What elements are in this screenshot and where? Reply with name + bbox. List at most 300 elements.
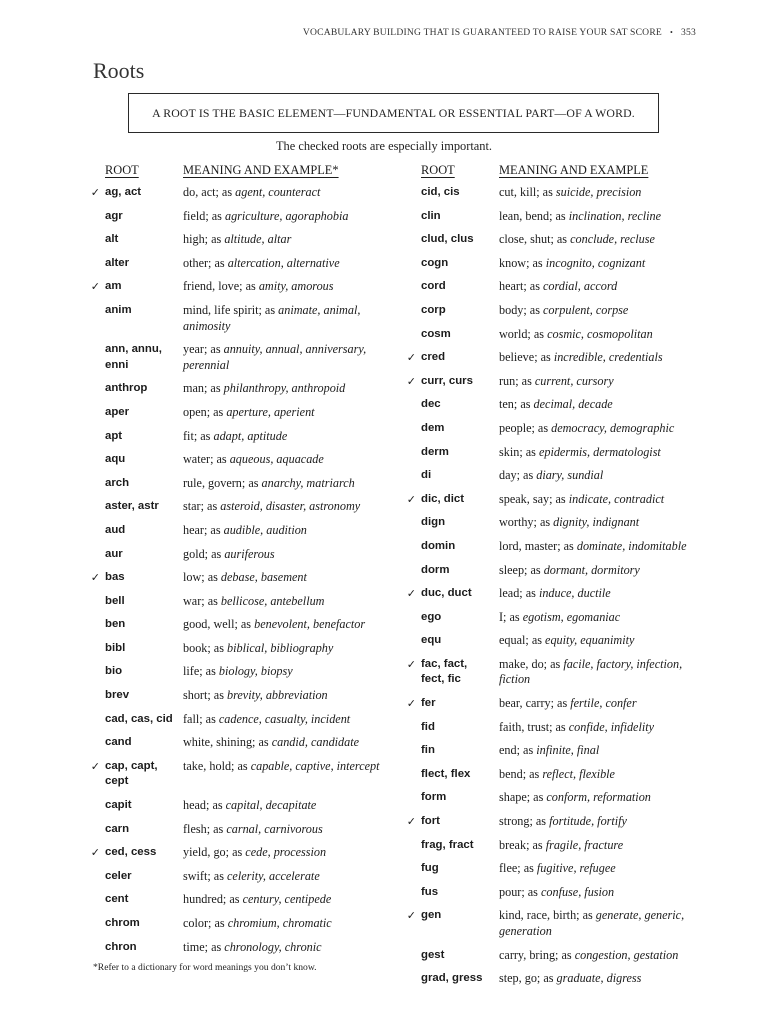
root-meaning: [499, 743, 704, 759]
root-entry: [404, 814, 704, 830]
root-meaning: [499, 303, 704, 319]
root-entry: [404, 743, 704, 759]
example-words: cordial, accord: [543, 279, 618, 294]
checkmark-icon: [88, 594, 103, 610]
example-words: cadence, casualty, incident: [218, 711, 351, 726]
example-words: aperture, aperient: [226, 404, 315, 419]
root-entry: [88, 405, 388, 421]
root-meaning: [499, 256, 704, 272]
root-meaning: [183, 547, 388, 563]
root-entry: [404, 421, 704, 437]
example-words: indicate, contradict: [568, 491, 665, 506]
root-term: bell: [105, 594, 125, 607]
meaning-text: head; as: [183, 798, 226, 813]
root-term: carn: [105, 822, 130, 835]
root-entry: [404, 515, 704, 531]
example-words: suicide, precision: [555, 185, 642, 199]
root-meaning: [183, 279, 388, 295]
example-words: biblical, bibliography: [227, 640, 334, 655]
meaning-text: open; as: [183, 404, 227, 419]
example-words: infinite, final: [536, 743, 600, 758]
meaning-text: carry, bring; as: [499, 947, 575, 962]
meaning-text: white, shining; as: [183, 735, 272, 750]
meaning-text: short; as: [183, 688, 228, 703]
root-term: flect, flex: [421, 767, 471, 780]
meaning-text: do, act; as: [183, 185, 236, 199]
root-meaning: [499, 586, 704, 602]
meaning-text: time; as: [183, 939, 225, 954]
root-meaning: [499, 633, 704, 649]
example-words: facile, factory, infection, fiction: [499, 656, 683, 687]
root-term: dorm: [421, 563, 450, 576]
meaning-text: world; as: [499, 326, 548, 341]
meaning-text: hear; as: [183, 522, 224, 537]
checkmark-icon: ✓: [406, 697, 416, 711]
root-term: celer: [105, 869, 132, 882]
meaning-text: cut, kill; as: [499, 185, 556, 199]
root-meaning: [183, 641, 388, 657]
root-entry: [404, 327, 704, 343]
root-entry: [88, 916, 388, 932]
meaning-text: flee; as: [499, 861, 537, 876]
root-meaning: [183, 405, 388, 421]
root-term: anim: [105, 303, 132, 316]
root-term: gen: [421, 909, 442, 922]
root-meaning: [499, 327, 704, 343]
checkmark-icon: [404, 948, 419, 964]
checkmark-icon: [404, 327, 419, 343]
meaning-text: bend; as: [499, 766, 543, 781]
right-roots-column: [404, 163, 704, 995]
meaning-text: flesh; as: [183, 821, 227, 836]
meaning-text: color; as: [183, 916, 228, 930]
checkmark-icon: [88, 822, 103, 838]
example-words: fugitive, refugee: [536, 861, 616, 876]
root-meaning: [183, 381, 388, 397]
example-words: agent, counteract: [235, 185, 321, 199]
checkmark-icon: [404, 971, 419, 987]
root-term: dec: [421, 398, 441, 411]
meaning-text: run; as: [499, 373, 535, 388]
root-entry: [88, 641, 388, 657]
example-words: dormant, dormitory: [543, 562, 640, 577]
root-term: cord: [421, 280, 446, 293]
checkmark-icon: [404, 445, 419, 461]
root-meaning: [499, 814, 704, 830]
checkmark-icon: [88, 617, 103, 633]
root-meaning: [499, 421, 704, 437]
example-words: cosmic, cosmopolitan: [547, 326, 653, 341]
checkmark-icon: [88, 381, 103, 397]
checkmark-icon: [404, 185, 419, 201]
meaning-text: make, do; as: [499, 656, 564, 671]
root-meaning: [499, 492, 704, 508]
meaning-text: gold; as: [183, 546, 225, 561]
root-entry: [404, 885, 704, 901]
meaning-text: rule, govern; as: [183, 475, 262, 490]
example-words: biology, biopsy: [218, 664, 293, 679]
root-meaning: [499, 374, 704, 390]
root-entry: [88, 822, 388, 838]
checkmark-icon: ✓: [406, 492, 416, 506]
root-meaning: [499, 397, 704, 413]
left-column-header: [88, 163, 388, 185]
root-meaning: [499, 445, 704, 461]
root-entry: [88, 798, 388, 814]
root-term: clud, clus: [421, 233, 474, 246]
meaning-text: star; as: [183, 499, 221, 514]
meaning-text: low; as: [183, 570, 221, 585]
root-meaning: [183, 822, 388, 838]
root-entry: [88, 279, 388, 295]
meaning-text: day; as: [499, 468, 537, 483]
right-roots-list: [404, 185, 704, 987]
root-term: bio: [105, 665, 123, 678]
root-meaning: [499, 838, 704, 854]
meaning-text: kind, race, birth; as: [499, 908, 596, 923]
root-entry: [404, 397, 704, 413]
root-term: equ: [421, 634, 442, 647]
example-words: adapt, aptitude: [213, 428, 288, 443]
example-words: amity, amorous: [258, 279, 334, 294]
root-meaning: [183, 916, 388, 932]
example-words: inclination, recline: [568, 208, 662, 223]
root-term: agr: [105, 209, 123, 222]
right-column-header: [404, 163, 704, 185]
example-words: incredible, credentials: [553, 350, 663, 365]
root-term: alt: [105, 233, 119, 246]
meaning-text: friend, love; as: [183, 279, 259, 294]
example-words: dominate, indomitable: [576, 538, 687, 553]
root-term: cosm: [421, 327, 451, 340]
root-entry: [88, 523, 388, 539]
example-words: fertile, confer: [570, 696, 637, 711]
meaning-text: field; as: [183, 208, 225, 223]
checkmark-icon: [404, 539, 419, 555]
root-entry: [88, 547, 388, 563]
root-term: ag, act: [105, 186, 142, 198]
example-words: confuse, fusion: [540, 884, 615, 899]
root-term: aqu: [105, 453, 126, 466]
meaning-text: strong; as: [499, 814, 550, 829]
example-words: bellicose, antebellum: [220, 593, 325, 608]
checkmark-icon: [88, 303, 103, 334]
root-term: aur: [105, 547, 123, 560]
root-meaning: [499, 948, 704, 964]
checkmark-icon: [404, 790, 419, 806]
example-words: anarchy, matriarch: [261, 475, 355, 490]
example-words: benevolent, benefactor: [254, 617, 366, 632]
meaning-text: war; as: [183, 593, 221, 608]
example-words: annuity, annual, anniversary, perennial: [183, 342, 367, 372]
root-entry: [88, 476, 388, 492]
root-entry: [404, 445, 704, 461]
root-term: gest: [421, 948, 445, 961]
meaning-text: step, go; as: [499, 971, 557, 986]
example-words: induce, ductile: [538, 586, 611, 601]
meaning-text: sleep; as: [499, 562, 544, 577]
left-roots-list: [88, 185, 388, 955]
example-words: incognito, cognizant: [545, 255, 646, 270]
checkmark-icon: [88, 405, 103, 421]
root-entry: [88, 570, 388, 586]
meaning-text: lean, bend; as: [499, 208, 569, 223]
meaning-text: swift; as: [183, 868, 228, 883]
root-meaning: [499, 720, 704, 736]
example-words: capable, captive, intercept: [250, 758, 380, 773]
checkmark-icon: [404, 397, 419, 413]
root-meaning: [183, 869, 388, 885]
root-entry: [404, 492, 704, 508]
root-entry: [404, 657, 704, 688]
checkmark-icon: ✓: [90, 759, 100, 773]
checkmark-icon: [404, 303, 419, 319]
meaning-text: people; as: [499, 420, 552, 435]
root-meaning: [499, 185, 704, 201]
root-meaning: [183, 452, 388, 468]
checkmark-icon: [404, 279, 419, 295]
checkmark-icon: ✓: [90, 846, 100, 860]
checkmark-icon: [88, 547, 103, 563]
checkmark-icon: [88, 476, 103, 492]
checkmark-icon: [404, 767, 419, 783]
root-entry: [88, 303, 388, 334]
checkmark-icon: [88, 429, 103, 445]
root-meaning: [183, 185, 388, 201]
root-term: derm: [421, 445, 449, 458]
root-term: fer: [421, 697, 436, 710]
meaning-text: speak, say; as: [499, 491, 569, 506]
root-term: cred: [421, 351, 446, 364]
root-entry: [88, 688, 388, 704]
root-term: cid, cis: [421, 186, 460, 198]
root-meaning: [499, 539, 704, 555]
example-words: asteroid, disaster, astronomy: [220, 499, 361, 514]
root-entry: [88, 429, 388, 445]
root-term: capit: [105, 799, 132, 812]
example-words: reflect, flexible: [542, 766, 615, 781]
meaning-text: ten; as: [499, 397, 534, 412]
root-entry: [88, 381, 388, 397]
meaning-text: hundred; as: [183, 892, 243, 907]
root-term: chron: [105, 940, 137, 953]
checkmark-icon: [88, 892, 103, 908]
meaning-header: MEANING AND EXAMPLE*: [183, 163, 339, 177]
meaning-text: high; as: [183, 232, 225, 247]
root-entry: [404, 350, 704, 366]
root-entry: [88, 185, 388, 201]
checkmark-icon: ✓: [406, 374, 416, 388]
root-entry: [404, 908, 704, 939]
checkmark-icon: [88, 735, 103, 751]
root-term: fid: [421, 720, 435, 733]
root-term: ced, cess: [105, 846, 157, 859]
example-words: democracy, demographic: [551, 420, 675, 435]
root-term: grad, gress: [421, 972, 483, 985]
example-words: dignity, indignant: [553, 515, 640, 530]
checkmark-icon: [88, 452, 103, 468]
meaning-text: take, hold; as: [183, 758, 251, 773]
checkmark-icon: [404, 838, 419, 854]
root-entry: [404, 279, 704, 295]
checkmark-icon: [88, 940, 103, 956]
root-entry: [404, 468, 704, 484]
root-meaning: [183, 712, 388, 728]
example-words: candid, candidate: [271, 735, 360, 750]
checkmark-icon: [404, 861, 419, 877]
meaning-text: year; as: [183, 342, 224, 357]
root-term: dic, dict: [421, 492, 465, 505]
meaning-header: MEANING AND EXAMPLE: [499, 163, 649, 177]
meaning-text: pour; as: [499, 884, 541, 899]
root-meaning: [499, 885, 704, 901]
root-term: cad, cas, cid: [105, 712, 173, 725]
checkmark-icon: [88, 342, 103, 373]
meaning-text: believe; as: [499, 350, 554, 365]
root-term: cap, capt, cept: [105, 759, 158, 788]
root-term: alter: [105, 256, 130, 269]
example-words: chromium, chromatic: [227, 916, 332, 930]
root-meaning: [499, 767, 704, 783]
meaning-text: good, well; as: [183, 617, 255, 632]
root-term: am: [105, 280, 122, 293]
root-meaning: [183, 940, 388, 956]
root-entry: [404, 539, 704, 555]
root-entry: [88, 869, 388, 885]
root-meaning: [499, 209, 704, 225]
root-meaning: [183, 688, 388, 704]
example-words: animate, animal, animosity: [183, 302, 361, 333]
meaning-text: yield, go; as: [183, 845, 246, 860]
root-term: apt: [105, 429, 123, 442]
root-entry: [404, 720, 704, 736]
root-meaning: [183, 429, 388, 445]
root-entry: [404, 633, 704, 649]
root-entry: [88, 499, 388, 515]
meaning-text: mind, life spirit; as: [183, 302, 279, 317]
running-title: VOCABULARY BUILDING THAT IS GUARANTEED TO RAISE YOUR SAT SCORE: [302, 27, 662, 38]
root-meaning: [183, 209, 388, 225]
checkmark-icon: ✓: [406, 657, 416, 671]
example-words: congestion, gestation: [574, 947, 679, 962]
root-meaning: [499, 563, 704, 579]
root-entry: [404, 303, 704, 319]
meaning-text: fall; as: [183, 711, 219, 726]
example-words: diary, sundial: [536, 468, 604, 483]
root-term: brev: [105, 689, 130, 702]
root-entry: [404, 790, 704, 806]
meaning-text: life; as: [183, 664, 219, 679]
root-term: fin: [421, 744, 435, 757]
root-term: bibl: [105, 641, 126, 654]
definition-box: [128, 93, 659, 133]
root-entry: [404, 563, 704, 579]
root-entry: [404, 185, 704, 201]
root-term: ben: [105, 618, 126, 631]
root-meaning: [499, 350, 704, 366]
root-meaning: [183, 892, 388, 908]
root-term: fac, fact, fect, fic: [421, 657, 468, 686]
checkmark-icon: [88, 232, 103, 248]
example-words: decimal, decade: [533, 397, 613, 412]
root-entry: [88, 617, 388, 633]
root-entry: [404, 610, 704, 626]
root-meaning: [183, 617, 388, 633]
definition-text: A ROOT IS THE BASIC ELEMENT—FUNDAMENTAL OR ESSENTIAL PART—OF A WORD.: [152, 105, 635, 120]
meaning-text: man; as: [183, 381, 224, 396]
root-term: curr, curs: [421, 374, 473, 387]
example-words: conclude, recluse: [570, 232, 655, 247]
checkmark-icon: [88, 869, 103, 885]
checkmark-icon: [404, 563, 419, 579]
meaning-text: close, shut; as: [499, 232, 571, 247]
example-words: fragile, fracture: [545, 837, 624, 852]
meaning-text: know; as: [499, 255, 546, 270]
root-meaning: [499, 279, 704, 295]
checkmark-icon: ✓: [406, 815, 416, 829]
checkmark-icon: ✓: [406, 909, 416, 923]
checkmark-icon: [88, 523, 103, 539]
root-entry: [88, 342, 388, 373]
root-term: aster, astr: [105, 500, 159, 513]
running-header: [303, 27, 696, 38]
root-entry: [88, 256, 388, 272]
root-meaning: [499, 696, 704, 712]
root-meaning: [183, 232, 388, 248]
page-number: 353: [681, 27, 696, 38]
root-entry: [404, 374, 704, 390]
root-entry: [404, 586, 704, 602]
root-term: dem: [421, 421, 445, 434]
root-meaning: [183, 499, 388, 515]
root-meaning: [499, 971, 704, 987]
root-entry: [88, 845, 388, 861]
example-words: debase, basement: [220, 570, 307, 585]
root-meaning: [183, 664, 388, 680]
root-meaning: [183, 570, 388, 586]
root-term: anthrop: [105, 382, 148, 395]
root-entry: [88, 759, 388, 790]
root-term: fort: [421, 815, 440, 828]
root-meaning: [183, 735, 388, 751]
example-words: auriferous: [224, 546, 275, 561]
example-words: philanthropy, anthropoid: [223, 381, 346, 396]
root-entry: [88, 209, 388, 225]
checkmark-icon: [404, 421, 419, 437]
meaning-text: skin; as: [499, 444, 539, 459]
header-bullet: •: [669, 28, 673, 37]
root-header: ROOT: [105, 163, 139, 177]
example-words: audible, audition: [223, 522, 307, 537]
checkmark-icon: [404, 885, 419, 901]
example-words: aqueous, aquacade: [229, 452, 324, 467]
root-term: arch: [105, 476, 130, 489]
root-term: chrom: [105, 917, 140, 929]
checkmark-icon: [404, 720, 419, 736]
meaning-text: heart; as: [499, 279, 543, 294]
root-term: fug: [421, 862, 439, 875]
root-entry: [88, 735, 388, 751]
meaning-text: book; as: [183, 640, 228, 655]
checkmark-icon: [404, 232, 419, 248]
meaning-text: equal; as: [499, 633, 546, 648]
root-entry: [404, 767, 704, 783]
root-term: ann, annu, enni: [105, 343, 162, 371]
checkmark-icon: [88, 209, 103, 225]
example-words: current, cursory: [534, 373, 614, 388]
checkmark-icon: [404, 743, 419, 759]
root-meaning: [499, 515, 704, 531]
